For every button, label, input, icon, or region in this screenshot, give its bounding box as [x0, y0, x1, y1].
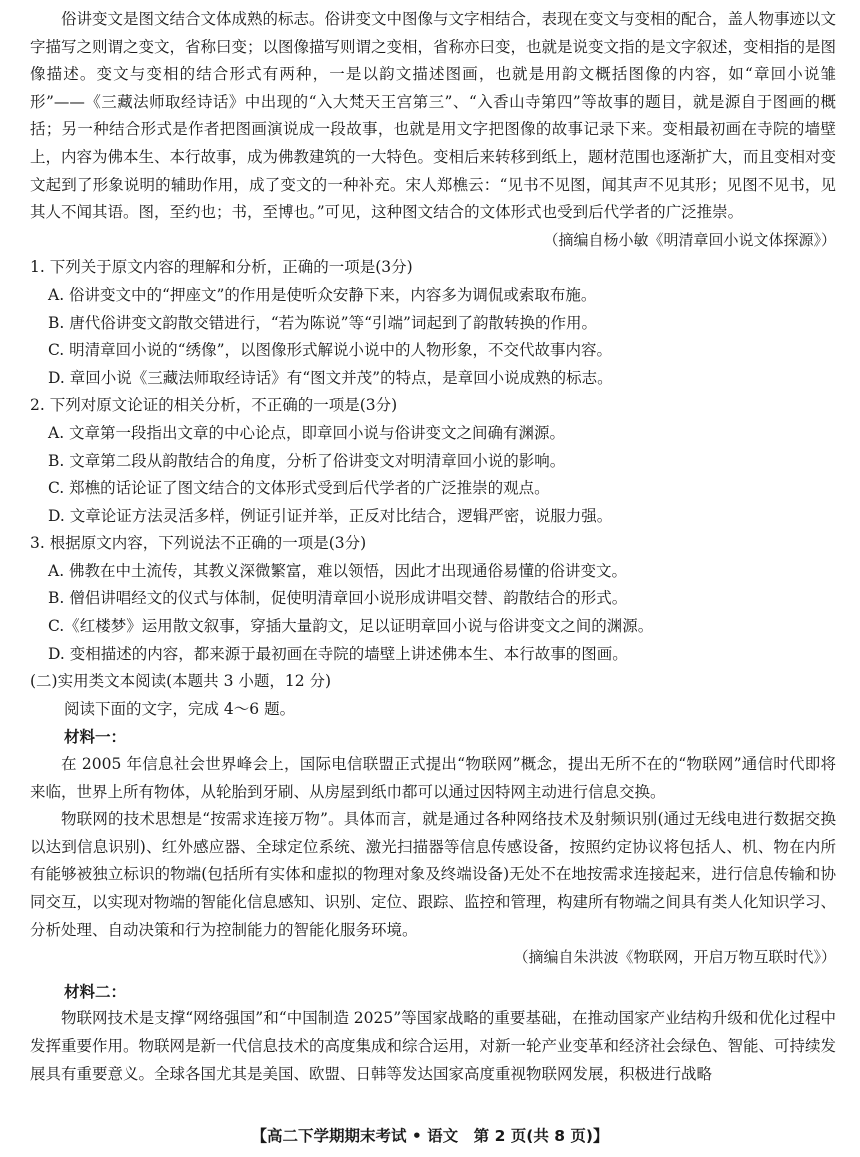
question-1-option-d: D. 章回小说《三藏法师取经诗话》有“图文并茂”的特点，是章回小说成熟的标志。: [48, 368, 613, 387]
question-3-option-d: D. 变相描述的内容，都来源于最初画在寺院的墙壁上讲述佛本生、本行故事的图画。: [48, 644, 628, 663]
question-1-option-b: B. 唐代俗讲变文韵散交错进行，“若为陈说”等“引端”词起到了韵散转换的作用。: [48, 313, 597, 332]
question-3-option-c: C.《红楼梦》运用散文叙事，穿插大量韵文，足以证明章回小说与俗讲变文之间的渊源。: [48, 617, 654, 636]
material-2-paragraph: 物联网技术是支撑“网络强国”和“中国制造 2025”等国家战略的重要基础，在推动国家产业结构升级和优化过程中发挥重要作用。物联网是新一代信息技术的高度集成和综合运用，对新一轮产业变革和经济社会绿色、智能、可持续发展具有重要意义。全球各国尤其是美国、欧盟、日韩等发达国家高度重视物联网发展，积极进行战略: [30, 1009, 837, 1083]
question-1-option-a: A. 俗讲变文中的“押座文”的作用是使听众安静下来，内容多为调侃或索取布施。: [48, 285, 597, 304]
question-1-option-c: C. 明清章回小说的“绣像”，以图像形式解说小说中的人物形象，不交代故事内容。: [48, 341, 613, 360]
question-1-stem: 1. 下列关于原文内容的理解和分析，正确的一项是(3分): [30, 258, 413, 277]
passage-paragraph: 俗讲变文是图文结合文体成熟的标志。俗讲变文中图像与文字相结合，表现在变文与变相的配合，盖人物事迹以文字描写之则谓之变文，省称曰变；以图像描写则谓之变相，省称亦曰变，也就是说变文指的是文字叙述，变相指的是图像描述。变文与变相的结合形式有两种，一是以韵文描述图画，也就是用韵文概括图像的内容，如“章回小说雏形”——《三藏法师取经诗话》中出现的“入大梵天王宫第三”、“入香山寺第四”等故事的题目，就是源自于图画的概括；另一种结合形式是作者把图画演说成一段故事，也就是用文字把图像的故事记录下来。变相最初画在寺院的墙壁上，内容为佛本生、本行故事，成为佛教建筑的一大特色。变相后来转移到纸上，题材范围也逐渐扩大，而且变相对变文起到了形象说明的辅助作用，成了变文的一种补充。宋人郑樵云：“见书不见图，闻其声不见其形；见图不见书，见其人不闻其语。图，至约也；书，至博也。”可见，这种图文结合的文体形式也受到后代学者的广泛推崇。: [30, 10, 837, 222]
question-2-option-d: D. 文章论证方法灵活多样，例证引证并举，正反对比结合，逻辑严密，说服力强。: [48, 506, 613, 525]
question-2-option-b: B. 文章第二段从韵散结合的角度，分析了俗讲变文对明清章回小说的影响。: [48, 451, 566, 470]
material-2-label: 材料二：: [64, 981, 127, 1001]
material-1-paragraph-2: 物联网的技术思想是“按需求连接万物”。具体而言，就是通过各种网络技术及射频识别(通过无线电进行数据交换以达到信息识别)、红外感应器、全球定位系统、激光扫描器等信息传感设备，按照约定协议将包括人、机、物在内所有能够被独立标识的物端(包括所有实体和虚拟的物理对象及终端设备)无处不在地按需求连接起来，进行信息传输和协同交互，以实现对物端的智能化信息感知、识别、定位、跟踪、监控和管理，构建所有物端之间具有类人化知识学习、分析处理、自动决策和行为控制能力的智能化服务环境。: [30, 810, 837, 939]
page-footer: 【高二下学期期末考试 • 语文 第 2 页(共 8 页)】: [251, 1127, 609, 1145]
exam-page: [30, 6, 836, 1088]
question-3-stem: 3. 根据原文内容，下列说法不正确的一项是(3分): [30, 534, 367, 553]
question-2-stem: 2. 下列对原文论证的相关分析，不正确的一项是(3分): [30, 396, 398, 415]
passage-source: （摘编自杨小敏《明清章回小说文体探源》）: [543, 230, 836, 249]
question-3-option-b: B. 僧侣讲唱经文的仪式与体制，促使明清章回小说形成讲唱交替、韵散结合的形式。: [48, 589, 628, 608]
material-1-paragraph-1: 在 2005 年信息社会世界峰会上，国际电信联盟正式提出“物联网”概念，提出无所不在的“物联网”通信时代即将来临，世界上所有物体，从轮胎到牙刷、从房屋到纸巾都可以通过因特网主动进行信息交换。: [30, 755, 836, 801]
question-2-option-c: C. 郑樵的话论证了图文结合的文体形式受到后代学者的广泛推崇的观点。: [48, 479, 550, 498]
material-1-label: 材料一：: [64, 727, 127, 747]
material-1-source: （摘编自朱洪波《物联网，开启万物互联时代》）: [513, 948, 836, 967]
question-2-option-a: A. 文章第一段指出文章的中心论点，即章回小说与俗讲变文之间确有渊源。: [48, 423, 566, 442]
question-3-option-a: A. 佛教在中土流传，其教义深微繁富，难以领悟，因此才出现通俗易懂的俗讲变文。: [48, 561, 628, 580]
section-2-instruction: 阅读下面的文字，完成 4～6 题。: [64, 699, 296, 718]
section-2-title: (二)实用类文本阅读(本题共 3 小题，12 分): [30, 672, 332, 691]
